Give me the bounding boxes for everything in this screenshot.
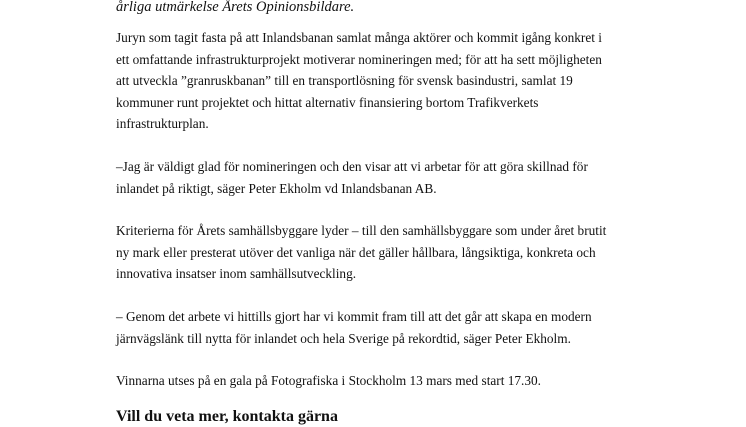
- lead-fragment: årliga utmärkelse Årets Opinionsbildare.: [116, 0, 355, 15]
- paragraph-line: Vinnarna utses på en gala på Fotografiska i Stockholm 13 mars med start 17.30.: [116, 373, 541, 388]
- paragraph-line: innovativa insatser inom samhällsutveckling.: [116, 266, 357, 282]
- paragraph-gala: [116, 370, 636, 392]
- paragraph-line: järnvägslänk till nytta för inlandet och hela Sverige på rekordtid, säger Peter Ekholm.: [116, 330, 571, 346]
- paragraph-line: kommuner runt projektet och hittat alternativ finansiering bortom Trafikverkets: [116, 94, 539, 110]
- paragraph-line: att utveckla ”granruskbanan” till en transportlösning för svensk basindustri, samlat 19: [116, 73, 573, 89]
- paragraph-jury-motivation: [116, 27, 636, 135]
- paragraph-line: ett omfattande infrastrukturprojekt motiverar nomineringen med; för att ha sett möjligheten: [116, 51, 602, 67]
- paragraph-criteria: [116, 220, 636, 285]
- paragraph-line: Juryn som tagit fasta på att Inlandsbanan samlat många aktörer och kommit igång konkret i: [116, 30, 602, 45]
- contact-heading: Vill du veta mer, kontakta gärna: [116, 408, 338, 425]
- paragraph-line: inlandet på riktigt, säger Peter Ekholm vd Inlandsbanan AB.: [116, 180, 437, 196]
- paragraph-quote-ekholm: [116, 156, 636, 199]
- paragraph-line: – Genom det arbete vi hittills gjort har vi kommit fram till att det går att skapa en modern: [116, 309, 592, 324]
- paragraph-line: ny mark eller presterat utöver det vanliga när det gäller hållbara, långsiktiga, konkreta och: [116, 244, 596, 260]
- paragraph-line: Kriterierna för Årets samhällsbyggare lyder – till den samhällsbyggare som under året brutit: [116, 223, 607, 238]
- paragraph-quote-railway: [116, 306, 636, 349]
- paragraph-line: infrastrukturplan.: [116, 116, 209, 132]
- paragraph-line: –Jag är väldigt glad för nomineringen och den visar att vi arbetar för att göra skillnad för: [116, 159, 588, 174]
